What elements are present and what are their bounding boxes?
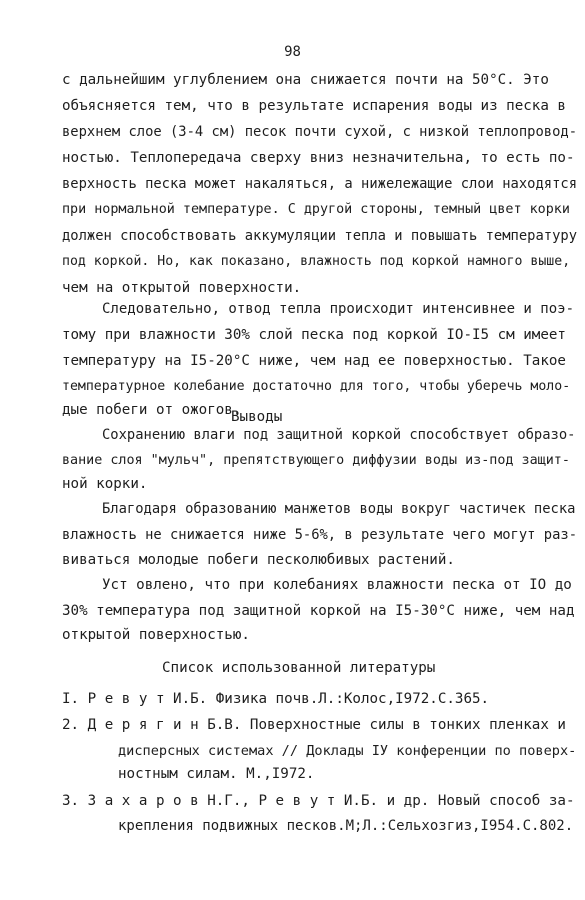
text-line: под коркой. Но, как показано, влажность под коркой намного выше, [62, 254, 571, 269]
text-line: верхнем слое (3-4 см) песок почти сухой, с низкой теплопровод- [62, 124, 577, 140]
text-line: температуру на I5-20°С ниже, чем над ее поверхностью. Такое [62, 353, 566, 369]
reference-item: 2. Д е р я г и н Б.В. Поверхностные силы в тонких пленках и [62, 717, 566, 733]
text-line: Благодаря образованию манжетов воды вокруг частичек песка [102, 501, 576, 517]
text-line: Сохранению влаги под защитной коркой способствует образо- [102, 427, 576, 443]
text-line: ной корки. [62, 476, 148, 492]
references-heading: Список использованной литературы [162, 660, 436, 676]
text-line: влажность не снижается ниже 5-6%, в результате чего могут раз- [62, 527, 577, 543]
text-line: 30% температура под защитной коркой на I5-30°С ниже, чем над [62, 603, 575, 619]
text-line: должен способствовать аккумуляции тепла и повышать температуру [62, 228, 577, 244]
text-line: тому при влажности 30% слой песка под коркой IO-I5 см имеет [62, 327, 566, 343]
reference-item: 3. З а х а р о в Н.Г., Р е в у т И.Б. и др. Новый способ за- [62, 793, 575, 809]
reference-continuation: дисперсных системах // Доклады IУ конференции по поверх- [118, 743, 577, 759]
text-line: при нормальной температуре. С другой стороны, темный цвет корки [62, 202, 570, 217]
reference-continuation: крепления подвижных песков.М;Л.:Сельхозгиз,I954.С.802. [118, 818, 574, 834]
text-line: виваться молодые побеги песколюбивых растений. [62, 552, 455, 568]
text-line: ностью. Теплопередача сверху вниз незначительна, то есть по- [62, 150, 575, 166]
text-line: объясняется тем, что в результате испарения воды из песка в [62, 98, 566, 114]
text-line: температурное колебание достаточно для того, чтобы уберечь моло- [62, 379, 571, 394]
reference-item: I. Р е в у т И.Б. Физика почв.Л.:Колос,I972.С.365. [62, 691, 490, 707]
text-line: с дальнейшим углублением она снижается почти на 50°С. Это [62, 72, 549, 88]
conclusions-heading: Выводы [231, 409, 283, 425]
text-line: открытой поверхностью. [62, 627, 250, 643]
text-line: дые побеги от ожогов. [62, 402, 242, 418]
page-number: 98 [284, 44, 301, 60]
text-line: чем на открытой поверхности. [62, 280, 302, 296]
text-line: вание слоя "мульч", препятствующего диффузии воды из-под защит- [62, 453, 570, 468]
text-line: верхность песка может накаляться, а нижележащие слои находятся [62, 176, 577, 192]
text-line: Уст овлено, что при колебаниях влажности песка от IO до [102, 577, 572, 593]
reference-continuation: ностным силам. М.,I972. [118, 766, 315, 782]
text-line: Следовательно, отвод тепла происходит интенсивнее и поэ- [102, 301, 575, 317]
